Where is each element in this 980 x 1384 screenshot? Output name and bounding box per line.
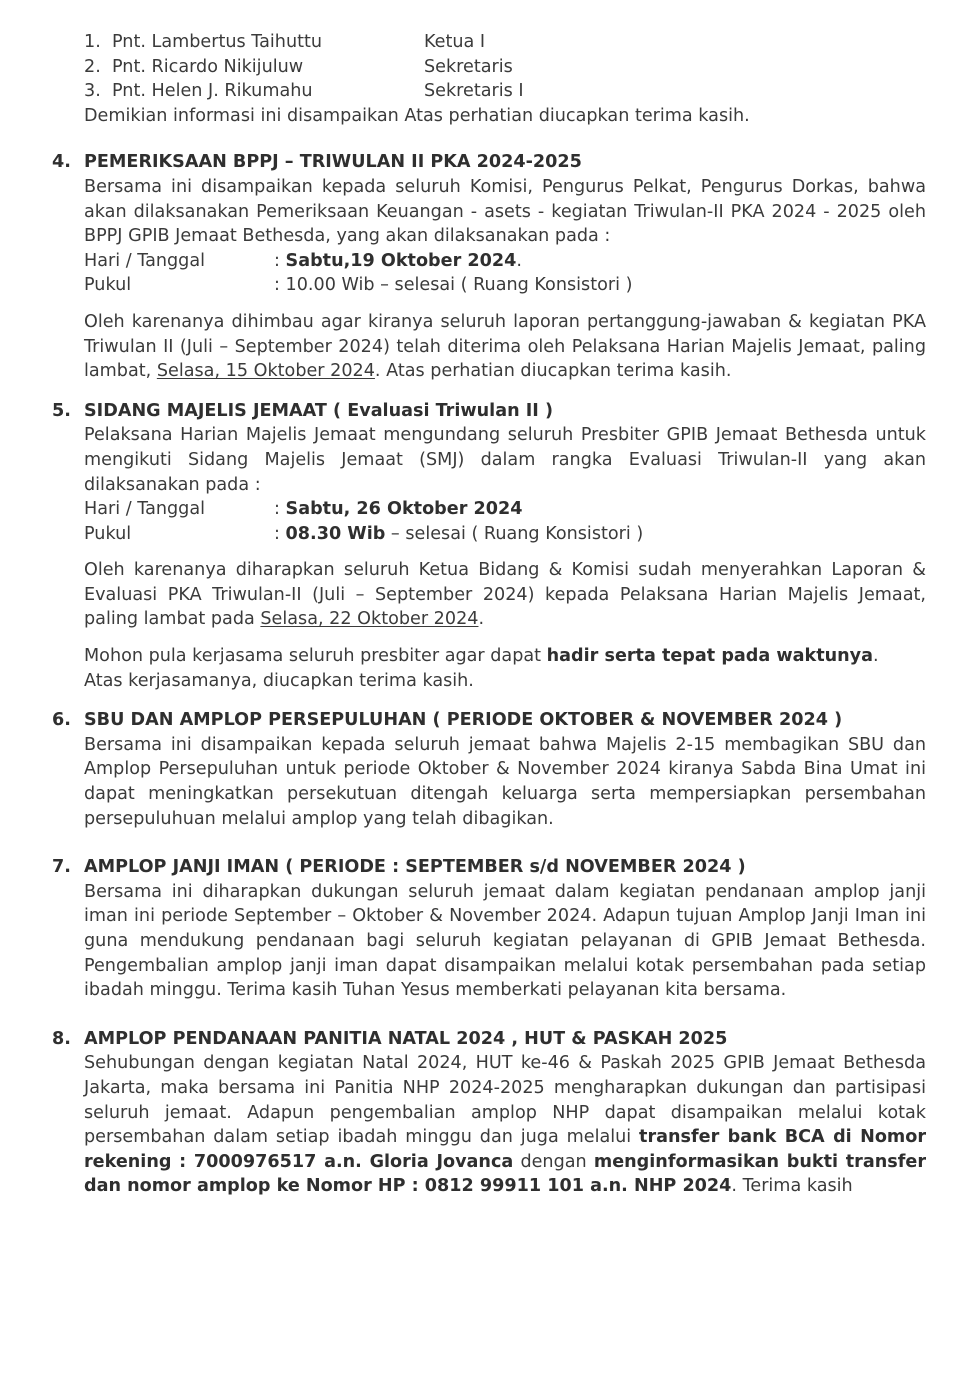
time-bold: 08.30 Wib xyxy=(285,523,386,544)
member-name: Pnt. Ricardo Nikijuluw xyxy=(112,56,304,77)
schedule-day-row xyxy=(84,249,926,274)
section-4 xyxy=(52,150,926,383)
section-plea xyxy=(84,644,926,669)
time-label: Pukul xyxy=(84,275,132,296)
section-intro: Bersama ini disampaikan kepada seluruh Komisi, Pengurus Pelkat, Pengurus Dorkas, bahwa akan dilaksanakan Pemeriksaan Keuangan - asets - kegiatan Triwulan-II PKA 2024 - 2025 oleh BPPJ GPIB Jemaat Bethesda, yang akan dilaksanakan pada : xyxy=(84,176,926,247)
day-value xyxy=(274,249,522,274)
body-text: dengan xyxy=(513,1151,594,1172)
day-date: Sabtu, 26 Oktober 2024 xyxy=(285,499,523,520)
section-number: 8. xyxy=(52,1028,71,1049)
section-number: 5. xyxy=(52,400,71,421)
schedule-time-row xyxy=(84,273,926,298)
separator: : xyxy=(274,523,286,544)
section-note xyxy=(84,310,926,384)
section-title: AMPLOP JANJI IMAN ( PERIODE : SEPTEMBER s/d NOVEMBER 2024 ) xyxy=(84,857,746,878)
list-number: 3. xyxy=(84,81,101,102)
section-body: Bersama ini diharapkan dukungan seluruh jemaat dalam kegiatan pendanaan amplop janji iman ini periode September – Oktober & November 2024. Adapun tujuan Amplop Janji Iman ini guna mendukung pendanaan bagi seluruh kegiatan pelayanan di GPIB Jemaat Bethesda. Pengembalian amplop janji iman dapat disampaikan melalui kotak persembahan pada setiap ibadah minggu. Terima kasih Tuhan Yesus memberkati pelayanan kita bersama. xyxy=(84,881,926,1001)
deadline-date: Selasa, 15 Oktober 2024 xyxy=(156,361,375,382)
time-value xyxy=(274,522,643,547)
section-title: AMPLOP PENDANAAN PANITIA NATAL 2024 , HUT & PASKAH 2025 xyxy=(84,1028,728,1049)
section-title: PEMERIKSAAN BPPJ – TRIWULAN II PKA 2024-2025 xyxy=(84,152,582,173)
section-8 xyxy=(52,1027,926,1199)
separator: : xyxy=(274,499,286,520)
day-date: Sabtu,19 Oktober 2024 xyxy=(285,250,517,271)
committee-list xyxy=(84,30,926,104)
note-text: Oleh karenanya diharapkan seluruh Ketua Bidang & Komisi sudah menyerahkan Laporan & Evaluasi PKA Triwulan-II (Juli – September 2024) kepada Pelaksana Harian Majelis Jemaat, paling lambat pada xyxy=(84,560,926,630)
section-title: SIDANG MAJELIS JEMAAT ( Evaluasi Triwulan II ) xyxy=(84,400,553,421)
note-text: Oleh karenanya dihimbau agar kiranya seluruh laporan pertanggung-jawaban & kegiatan PKA Triwulan II (Juli – September 2024) telah diterima oleh Pelaksana Harian Majelis Jemaat, paling lambat, xyxy=(84,311,926,382)
section-number: 4. xyxy=(52,152,71,173)
member-role: Sekretaris I xyxy=(424,81,524,102)
note-text: . xyxy=(478,609,485,630)
separator: : xyxy=(274,250,286,271)
section-body xyxy=(84,1051,926,1199)
body-text: . Terima kasih xyxy=(731,1176,853,1197)
member-role: Sekretaris xyxy=(424,56,513,77)
section-5 xyxy=(52,399,926,694)
plea-text: . xyxy=(873,646,879,667)
section-intro: Pelaksana Harian Majelis Jemaat mengundang seluruh Presbiter GPIB Jemaat Bethesda untuk mengikuti Sidang Majelis Jemaat (SMJ) dalam rangka Evaluasi Triwulan-II yang akan dilaksanakan pada : xyxy=(84,425,926,495)
section-6 xyxy=(52,708,926,831)
time-value: : 10.00 Wib – selesai ( Ruang Konsistori ) xyxy=(274,275,633,296)
member-role: Ketua I xyxy=(424,32,486,52)
member-name: Pnt. Helen J. Rikumahu xyxy=(112,81,313,102)
note-text: . Atas perhatian diucapkan terima kasih. xyxy=(374,361,732,382)
deadline-date: Selasa, 22 Oktober 2024 xyxy=(260,609,479,630)
section-title: SBU DAN AMPLOP PERSEPULUHAN ( PERIODE OKTOBER & NOVEMBER 2024 ) xyxy=(84,710,843,731)
list-item xyxy=(84,55,926,80)
time-label: Pukul xyxy=(84,523,132,544)
day-label: Hari / Tanggal xyxy=(84,499,206,520)
day-value xyxy=(274,497,522,522)
body-text: Sehubungan dengan kegiatan Natal 2024, HUT ke-46 & Paskah 2025 GPIB Jemaat Bethesda Jakarta, maka bersama ini Panitia NHP 2024-2025 mengharapkan dukungan dan partisipasi seluruh jemaat. Adapun pengembalian amplop NHP dapat disampaikan melalui kotak persembahan dalam setiap ibadah minggu dan juga melalui xyxy=(84,1053,926,1148)
day-suffix: . xyxy=(516,250,522,271)
member-name: Pnt. Lambertus Taihuttu xyxy=(112,32,323,52)
section-number: 7. xyxy=(52,857,71,878)
section-7 xyxy=(52,855,926,1003)
time-rest: – selesai ( Ruang Konsistori ) xyxy=(385,523,644,544)
section-thanks: Atas kerjasamanya, diucapkan terima kasih. xyxy=(84,670,474,691)
schedule-day-row xyxy=(84,497,926,522)
day-label: Hari / Tanggal xyxy=(84,250,206,271)
section-note xyxy=(84,558,926,632)
schedule-time-row xyxy=(84,522,926,547)
section-body: Bersama ini disampaikan kepada seluruh jemaat bahwa Majelis 2-15 membagikan SBU dan Amplop Persepuluhan untuk periode Oktober & November 2024 kiranya Sabda Bina Umat ini dapat meningkatkan persekutuan ditengah keluarga serta mempersiapkan persembahan persepuluhuan melalui amplop yang telah dibagikan. xyxy=(84,734,926,829)
closing-line: Demikian informasi ini disampaikan Atas perhatian diucapkan terima kasih. xyxy=(84,105,750,126)
bank-details: transfer bank BCA di Nomor rekening : 7000976517 a.n. Gloria Jovanca xyxy=(84,1127,926,1172)
plea-bold: hadir serta tepat pada waktunya xyxy=(546,646,873,667)
list-item xyxy=(84,30,926,55)
list-item xyxy=(84,79,926,104)
list-number: 2. xyxy=(84,56,101,77)
document-content xyxy=(52,30,926,1199)
section-number: 6. xyxy=(52,710,71,731)
contact-details: menginformasikan bukti transfer dan nomor amplop ke Nomor HP : 0812 99911 101 a.n. NHP 2024 xyxy=(84,1151,926,1197)
plea-text: Mohon pula kerjasama seluruh presbiter agar dapat xyxy=(84,646,547,667)
list-number: 1. xyxy=(84,32,101,52)
